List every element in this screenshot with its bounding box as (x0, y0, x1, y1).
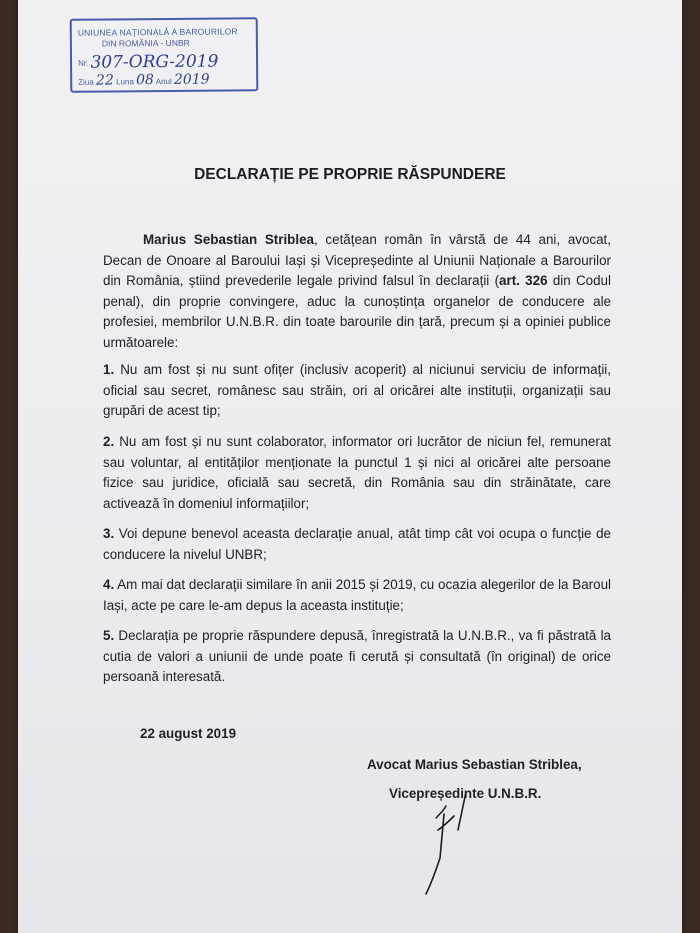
item-text: Voi depune benevol aceasta declarație anual, atât timp cât voi ocupa o funcție de conducere la nivelul UNBR; (103, 526, 611, 562)
item-number: 4. (103, 577, 115, 592)
stamp-year-label: Anul (155, 76, 172, 87)
intro-text-1: , cetățean român în vârstă de 44 ani, avocat, Decan de Onoare al Baroului Iași și Vicepreședinte al Uniunii Naționale a Barourilor din România, știind prevederile legale privind falsul în declarații ( (103, 232, 611, 288)
stamp-day-label: Ziua (78, 77, 94, 87)
stamp-month-label: Luna (116, 77, 134, 87)
stamp-date-row (78, 72, 210, 89)
intro-text-2: din Codul penal), din proprie convingere, aduc la cunoștința organelor de conducere ale profesiei, membrilor U.N.B.R. din toate barourile din țară, precum și a opiniei publice următoarele: (103, 273, 611, 350)
stamp-org-line2: DIN ROMÂNIA - UNBR (101, 37, 190, 49)
legal-article: art. 326 (499, 273, 548, 288)
stamp-month-value: 08 (136, 72, 155, 89)
declaration-item-2 (103, 432, 611, 514)
item-text: Am mai dat declarații similare în anii 2015 și 2019, cu ocazia alegerilor de la Baroul Iași, acte pe care le-am depus la aceasta instituție; (103, 577, 611, 613)
registration-stamp (70, 17, 259, 93)
stamp-year-value: 2019 (173, 71, 210, 88)
stamp-day-value: 22 (95, 72, 114, 89)
item-number: 1. (103, 362, 115, 377)
stamp-org-line1: UNIUNEA NAȚIONALĂ A BAROURILOR (77, 26, 238, 38)
declaration-item-3 (103, 524, 611, 565)
document-title: DECLARAȚIE PE PROPRIE RĂSPUNDERE (194, 166, 506, 183)
item-number: 3. (103, 526, 115, 541)
handwritten-signature (410, 770, 530, 910)
signatory-name: Avocat Marius Sebastian Striblea, (367, 757, 582, 772)
declarant-name: Marius Sebastian Striblea (143, 232, 314, 247)
stamp-number-row (78, 50, 218, 71)
document-date: 22 august 2019 (140, 726, 237, 741)
item-text: Declarația pe proprie răspundere depusă, înregistrată la U.N.B.R., va fi păstrată la cutia de valori a uniunii de unde poate fi cerută și consultată (în original) de orice persoană interesată. (103, 628, 611, 684)
declaration-item-4 (103, 575, 611, 616)
item-text: Nu am fost și nu sunt ofițer (inclusiv acoperit) al niciunui serviciu de informații, oficial sau secret, românesc sau străin, ori al oricărei alte instituții, organizații sau grupări de acest tip; (103, 362, 611, 418)
declaration-item-5 (103, 626, 611, 688)
stamp-nr-label: Nr. (78, 58, 89, 68)
stamp-nr-value: 307-ORG-2019 (90, 51, 219, 73)
signatory-title: Vicepreședinte U.N.B.R. (389, 786, 542, 801)
item-text: Nu am fost și nu sunt colaborator, informator ori lucrător de niciun fel, remunerat sau voluntar, al entităților menționate la punctul 1 și nici al oricărei alte persoane fizice sau juridice, oficială sau secretă, din România sau din străinătate, care activează în domeniul informațiilor; (103, 434, 611, 511)
item-number: 2. (103, 434, 115, 449)
declaration-item-1 (103, 360, 611, 422)
intro-paragraph (103, 230, 611, 353)
item-number: 5. (103, 628, 115, 643)
